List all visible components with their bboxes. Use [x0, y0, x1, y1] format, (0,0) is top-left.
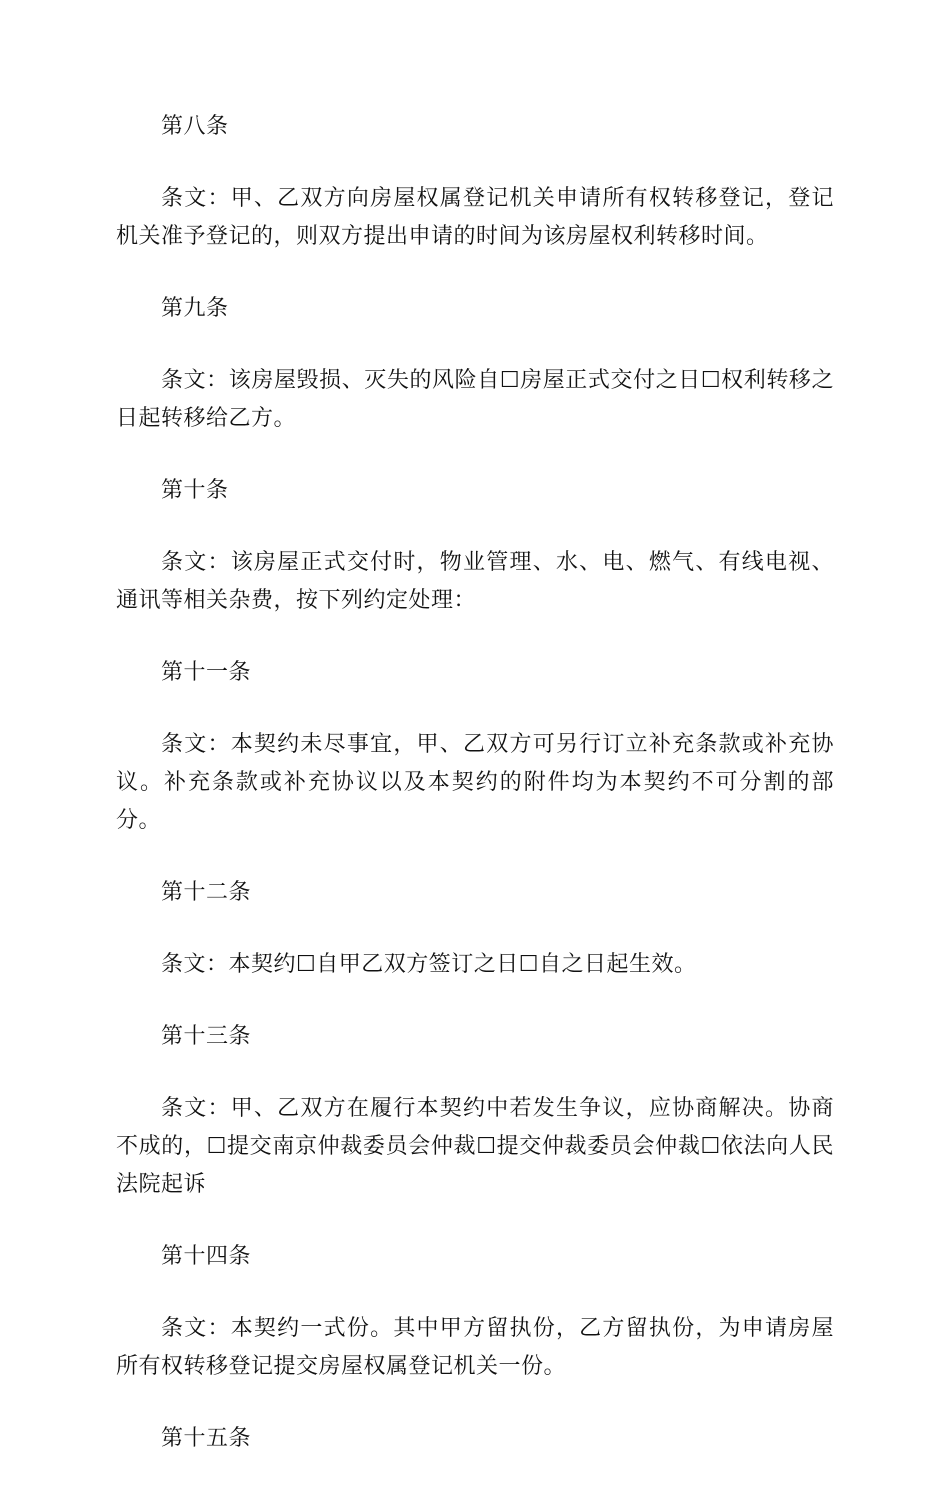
article-10-text: 条文：该房屋正式交付时，物业管理、水、电、燃气、有线电视、通讯等相关杂费，按下列约定处理：: [116, 550, 834, 613]
article-9-text: 条文：该房屋毁损、灭失的风险自☐房屋正式交付之日☐权利转移之日起转移给乙方。: [116, 368, 834, 431]
article-8-heading: 第八条: [161, 114, 229, 139]
article-10-heading: 第十条: [161, 478, 229, 503]
article-11-text: 条文：本契约未尽事宜，甲、乙双方可另行订立补充条款或补充协议。补充条款或补充协议以及本契约的附件均为本契约不可分割的部分。: [116, 732, 834, 833]
article-9-heading: 第九条: [161, 296, 229, 321]
article-14-heading: 第十四条: [161, 1244, 252, 1269]
article-14-text: 条文：本契约一式份。其中甲方留执份，乙方留执份，为申请房屋所有权转移登记提交房屋权属登记机关一份。: [116, 1316, 834, 1379]
article-11-heading: 第十一条: [161, 660, 252, 685]
article-13-text: 条文：甲、乙双方在履行本契约中若发生争议，应协商解决。协商不成的，☐提交南京仲裁委员会仲裁☐提交仲裁委员会仲裁☐依法向人民法院起诉: [116, 1096, 834, 1197]
article-13-heading: 第十三条: [161, 1024, 252, 1049]
article-15-heading: 第十五条: [161, 1426, 252, 1451]
article-8-text: 条文：甲、乙双方向房屋权属登记机关申请所有权转移登记，登记机关准予登记的，则双方提出申请的时间为该房屋权利转移时间。: [116, 186, 834, 249]
article-12-text: 条文：本契约☐自甲乙双方签订之日☐自之日起生效。: [161, 952, 697, 977]
document-body: [116, 108, 834, 1492]
article-12-heading: 第十二条: [161, 880, 252, 905]
